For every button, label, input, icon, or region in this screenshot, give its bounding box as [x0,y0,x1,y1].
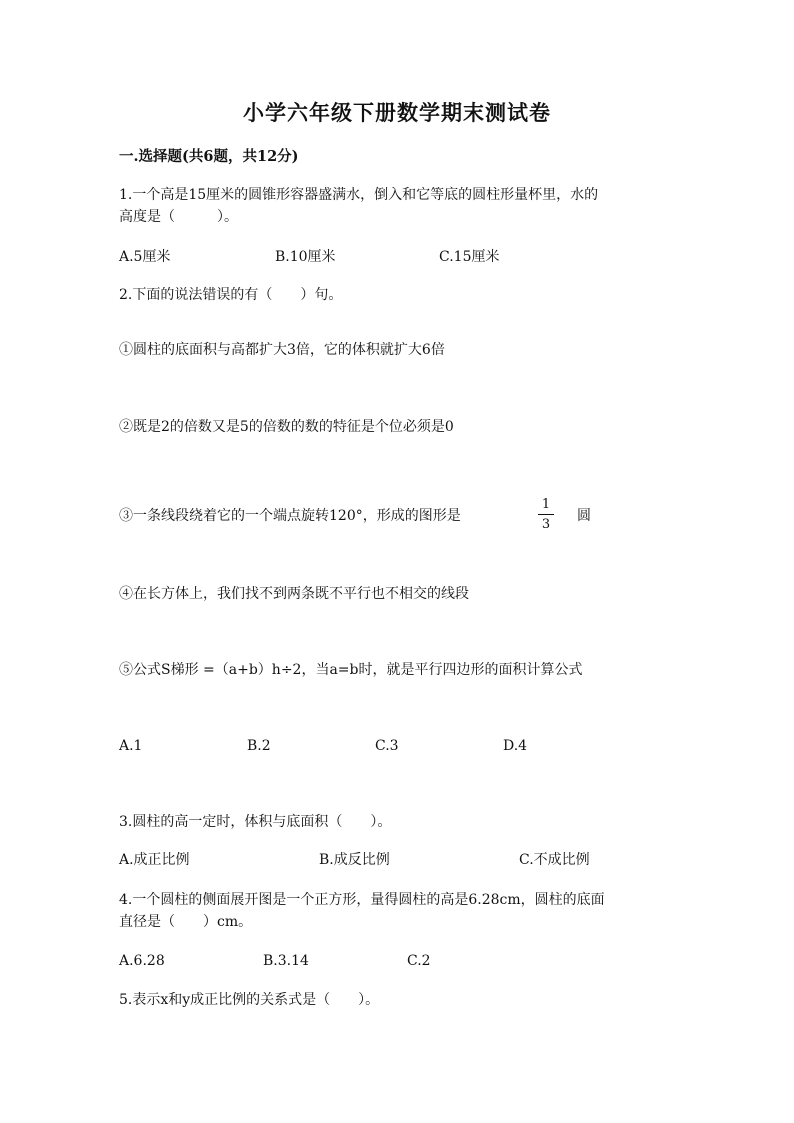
q2-option-c: C.3 [375,738,399,754]
fraction-bar [538,514,554,515]
q1-option-c: C.15厘米 [439,249,500,265]
q1-option-a: A.5厘米 [119,249,171,265]
q2-statement-4: ④在长方体上，我们找不到两条既不平行也不相交的线段 [119,586,469,602]
q4-option-c: C.2 [407,953,431,969]
q2-statement-5: ⑤公式S梯形 =（a+b）h÷2，当a=b时，就是平行四边形的面积计算公式 [119,662,583,678]
q2-option-d: D.4 [503,738,528,754]
q1-stem-line1: 1.一个高是15厘米的圆锥形容器盛满水，倒入和它等底的圆柱形量杯里，水的 [119,187,599,203]
q2-option-a: A.1 [119,738,143,754]
q1-option-b: B.10厘米 [275,249,336,265]
section-heading: 一.选择题(共6题，共12分) [119,148,299,165]
page-title: 小学六年级下册数学期末测试卷 [243,100,551,125]
q2-statement-3-end: 圆 [577,508,591,524]
q1-stem-line2: 高度是（ ）。 [119,209,238,225]
q3-option-c: C.不成比例 [519,852,590,868]
q4-option-a: A.6.28 [119,953,165,969]
q4-stem-line1: 4.一个圆柱的侧面展开图是一个正方形，量得圆柱的高是6.28cm，圆柱的底面 [119,892,605,908]
q3-option-b: B.成反比例 [319,852,390,868]
q2-option-b: B.2 [247,738,271,754]
q2-statement-3: ③一条线段绕着它的一个端点旋转120°，形成的图形是 [119,508,461,524]
q2-statement-1: ①圆柱的底面积与高都扩大3倍，它的体积就扩大6倍 [119,342,445,358]
fraction-one-third [537,497,555,532]
q3-option-a: A.成正比例 [119,852,190,868]
q2-stem: 2.下面的说法错误的有（ ）句。 [119,287,343,303]
q2-statement-2: ②既是2的倍数又是5的倍数的数的特征是个位必须是0 [119,419,454,435]
q4-option-b: B.3.14 [263,953,309,969]
q4-stem-line2: 直径是（ ）cm。 [119,914,253,930]
q5-stem: 5.表示x和y成正比例的关系式是（ ）。 [119,992,380,1008]
q3-stem: 3.圆柱的高一定时，体积与底面积（ ）。 [119,814,392,830]
fraction-numerator: 1 [541,497,551,512]
fraction-denominator: 3 [541,517,551,532]
